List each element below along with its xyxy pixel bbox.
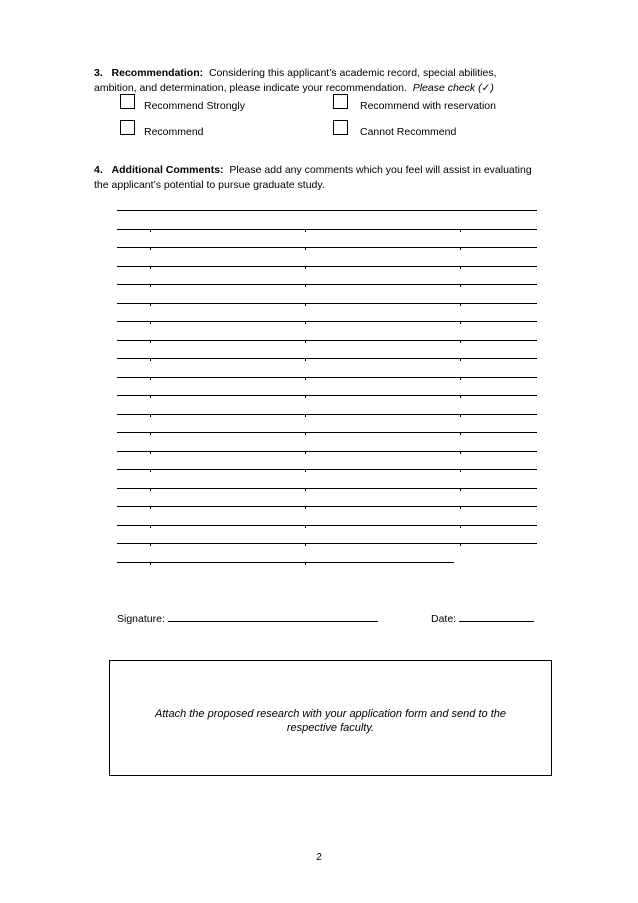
signature-label: Signature: (117, 613, 165, 625)
check-prompt-close: ) (490, 82, 494, 94)
line-tick (460, 526, 461, 528)
comment-line[interactable] (117, 266, 537, 267)
line-tick (460, 359, 461, 361)
comments-body: Please add any comments which you feel will assist in evaluating the applicant’s potential to pursue graduate study. (94, 164, 532, 191)
comment-line[interactable] (117, 488, 537, 489)
line-tick (150, 507, 151, 509)
line-tick (150, 304, 151, 306)
comment-line[interactable] (117, 247, 537, 248)
line-tick (305, 378, 306, 380)
line-tick (305, 507, 306, 509)
checkbox-cannot-recommend[interactable] (333, 120, 348, 135)
comment-line[interactable] (117, 303, 537, 304)
line-tick (305, 304, 306, 306)
line-tick (460, 489, 461, 491)
line-tick (305, 322, 306, 324)
line-tick (150, 378, 151, 380)
line-tick (460, 378, 461, 380)
comment-line[interactable] (117, 321, 537, 322)
line-tick (305, 452, 306, 454)
line-tick (305, 544, 306, 546)
notice-box (109, 660, 552, 776)
recommendation-section (94, 66, 534, 96)
comment-line[interactable] (117, 562, 454, 563)
line-tick (305, 415, 306, 417)
comment-line[interactable] (117, 543, 537, 544)
date-blank[interactable] (459, 611, 534, 622)
comment-line[interactable] (117, 525, 537, 526)
line-tick (150, 359, 151, 361)
comment-line[interactable] (117, 284, 537, 285)
page-number: 2 (316, 852, 322, 863)
notice-text: Attach the proposed research with your application form and send to the respective faculty. (155, 708, 506, 734)
comments-section (94, 163, 534, 193)
line-tick (150, 452, 151, 454)
option-label-recommend: Recommend (144, 126, 204, 138)
line-tick (150, 489, 151, 491)
line-tick (150, 248, 151, 250)
line-tick (305, 359, 306, 361)
checkbox-recommend-strongly[interactable] (120, 94, 135, 109)
line-tick (150, 267, 151, 269)
line-tick (305, 526, 306, 528)
line-tick (305, 470, 306, 472)
checkbox-recommend[interactable] (120, 120, 135, 135)
comment-line[interactable] (117, 414, 537, 415)
recommendation-body: Considering this applicant’s academic record, special abilities, ambition, and determination, please indicate your recommendation. (94, 67, 497, 94)
line-tick (150, 285, 151, 287)
comments-heading: Additional Comments: (111, 164, 224, 176)
line-tick (460, 341, 461, 343)
line-tick (460, 248, 461, 250)
recommendation-heading: Recommendation: (111, 67, 204, 79)
line-tick (460, 433, 461, 435)
comment-line[interactable] (117, 469, 537, 470)
line-tick (460, 396, 461, 398)
check-mark-icon: ✓ (481, 82, 491, 94)
line-tick (305, 563, 306, 565)
line-tick (305, 267, 306, 269)
comment-line[interactable] (117, 451, 537, 452)
line-tick (150, 230, 151, 232)
comment-line[interactable] (117, 229, 537, 230)
line-tick (460, 452, 461, 454)
line-tick (150, 322, 151, 324)
line-tick (150, 563, 151, 565)
line-tick (305, 433, 306, 435)
date-field[interactable] (431, 611, 534, 625)
line-tick (460, 507, 461, 509)
line-tick (305, 285, 306, 287)
line-tick (150, 433, 151, 435)
comment-line[interactable] (117, 432, 537, 433)
option-label-recommend-strongly: Recommend Strongly (144, 100, 245, 112)
line-tick (460, 470, 461, 472)
comment-line[interactable] (117, 377, 537, 378)
option-label-recommend-with-reservation: Recommend with reservation (360, 100, 496, 112)
signature-blank[interactable] (168, 611, 378, 622)
line-tick (150, 415, 151, 417)
line-tick (150, 526, 151, 528)
line-tick (305, 230, 306, 232)
line-tick (150, 544, 151, 546)
option-label-cannot-recommend: Cannot Recommend (360, 126, 457, 138)
line-tick (305, 396, 306, 398)
comments-number: 4. (94, 164, 103, 176)
line-tick (150, 396, 151, 398)
checkbox-recommend-with-reservation[interactable] (333, 94, 348, 109)
line-tick (460, 285, 461, 287)
signature-field[interactable] (117, 611, 378, 625)
comment-line[interactable] (117, 210, 537, 211)
comment-line[interactable] (117, 395, 537, 396)
comment-line[interactable] (117, 340, 537, 341)
check-prompt: Please check ( (412, 82, 482, 94)
recommendation-number: 3. (94, 67, 103, 79)
comment-line[interactable] (117, 506, 537, 507)
line-tick (460, 267, 461, 269)
comment-line[interactable] (117, 358, 537, 359)
line-tick (305, 341, 306, 343)
line-tick (460, 415, 461, 417)
line-tick (460, 322, 461, 324)
line-tick (460, 544, 461, 546)
line-tick (305, 489, 306, 491)
date-label: Date: (431, 613, 457, 625)
line-tick (150, 470, 151, 472)
line-tick (150, 341, 151, 343)
line-tick (305, 248, 306, 250)
line-tick (460, 230, 461, 232)
line-tick (460, 304, 461, 306)
